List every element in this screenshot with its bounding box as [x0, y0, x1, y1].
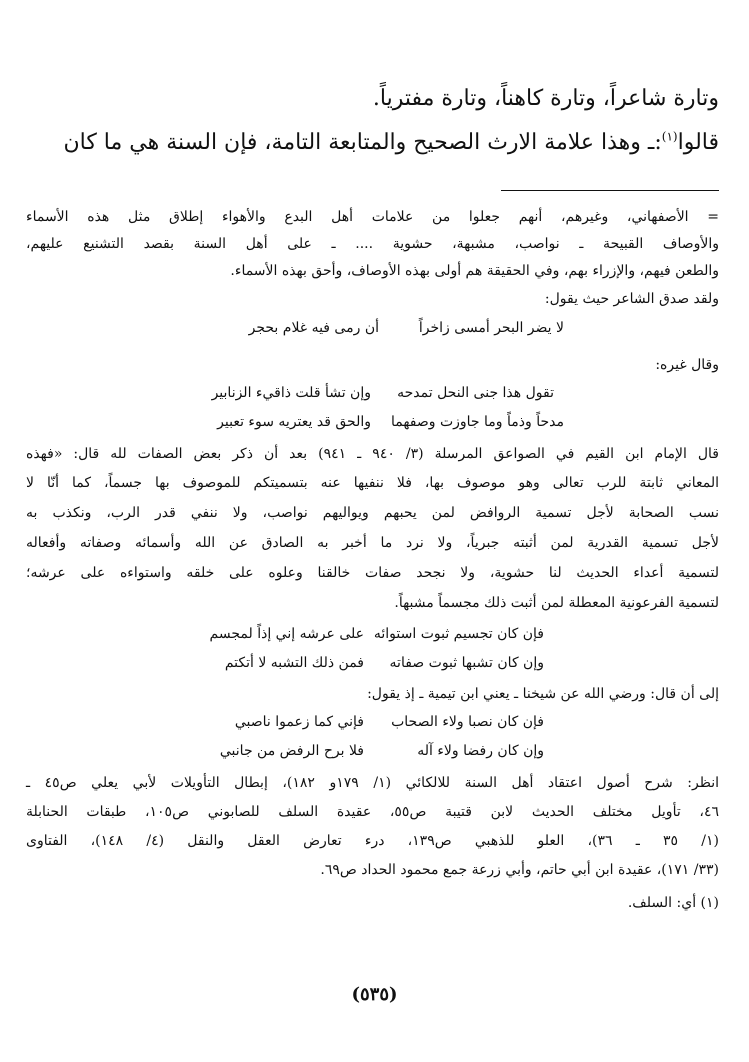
main-text-continuation: :ـ وهذا علامة الارث الصحيح والمتابعة التامة، فإن السنة هي ما كان — [63, 130, 662, 155]
verse-hemistich: تقول هذا جنى النحل تمدحه — [397, 385, 554, 401]
verse-hemistich: فإن كان نصبا ولاء الصحاب — [391, 714, 544, 730]
footnote-line: قال الإمام ابن القيم في الصواعق المرسلة (٣/ ٩٤٠ ـ ٩٤١) بعد أن ذكر بعض الصفات لله قال: «فهذه — [26, 446, 719, 462]
verse-hemistich: فمن ذلك التشبه لا أتكتم — [224, 655, 364, 671]
footnote-line: ٤٦، تأويل مختلف الحديث لابن قتيبة ص٥٥، عقيدة السلف للصابوني ص١٠٥، طبقات الحنابلة — [26, 804, 719, 820]
footnote-line: (١/ ٣٥ ـ ٣٦)، العلو للذهبي ص١٣٩، درء تعارض العقل والنقل (٤/ ١٤٨)، الفتاوى — [26, 833, 719, 849]
footnote-line: المعاني ثابتة للرب تعالى وهو موصوف بها، فلا ننفيها عنه بتسميتكم للموصوف بها جسماً، كما أنّا لا — [26, 475, 719, 491]
footnote-line: نسب الصحابة لأجل تسمية الروافض لمن يحبهم ويواليهم نواصب، ولا ننفي قدر الرب، ونكذب به — [26, 505, 719, 521]
footnote-line: لتسمية الفرعونية المعطلة لمن أثبت ذلك مجسماً مشبهاً. — [394, 595, 719, 611]
verse-hemistich: وإن كان رفضا ولاء آله — [417, 743, 544, 759]
footnote-line: (٣٣/ ١٧١)، عقيدة ابن أبي حاتم، وأبي زرعة جمع محمود الحداد ص٦٩. — [320, 862, 719, 878]
verse-hemistich: مدحاً وذماً وما جاوزت وصفهما — [390, 414, 564, 430]
verse-hemistich: والحق قد يعتريه سوء تعبير — [217, 414, 371, 430]
footnote-line: والأوصاف القبيحة ـ نواصب، مشبهة، حشوية .... ـ على أهل السنة بقصد التشنيع عليهم، — [26, 236, 719, 252]
page-number: (٥٣٥) — [351, 984, 398, 1005]
verse-hemistich: فلا برح الرفض من جانبي — [219, 743, 364, 759]
footnote-marker: (١) — [661, 129, 678, 144]
verse-hemistich: فإني كما زعموا ناصبي — [234, 714, 364, 730]
footnote-line: لأجل تسمية القدرية لمن أثبته جبرياً، ولا نرد ما أخبر به الصادق عن الله وأسمائه وصفاته وأفعاله — [26, 535, 719, 551]
main-text-line-2 — [30, 128, 719, 158]
footnote-note: (١) أي: السلف. — [627, 895, 719, 911]
footnote-line: انظر: شرح أصول اعتقاد أهل السنة للالكائي (١/ ١٧٩و ١٨٢)، إبطال التأويلات لأبي يعلي ص٤٥ ـ — [26, 775, 719, 791]
verse-hemistich: وإن تشأ قلت ذاقيء الزنابير — [211, 385, 371, 401]
main-text-word: قالوا — [677, 130, 719, 155]
footnote-line: لتسمية أعداء الحديث لنا حشوية، ولا نجحد صفات خالقنا وعلوه على خلقه واستواءه على عرشه؛ — [26, 565, 719, 581]
main-text-line-1: وتارة شاعراً، وتارة كاهناً، وتارة مفترياً. — [372, 86, 719, 111]
footnote-line: = الأصفهاني، وغيرهم، أنهم جعلوا من علامات أهل البدع والأهواء إطلاق مثل هذه الأسماء — [26, 209, 719, 225]
verse-hemistich: فإن كان تجسيم ثبوت استوائه — [373, 626, 544, 642]
verse-hemistich: أن رمى فيه غلام بحجر — [248, 320, 379, 336]
verse-hemistich: وإن كان تشبها ثبوت صفاته — [389, 655, 544, 671]
verse-hemistich: لا يضر البحر أمسى زاخراً — [418, 320, 564, 336]
verse-hemistich: على عرشه إني إذاً لمجسم — [209, 626, 364, 642]
footnote-line: ولقد صدق الشاعر حيث يقول: — [544, 291, 719, 307]
footnote-line: وقال غيره: — [655, 357, 719, 373]
footnote-line: إلى أن قال: ورضي الله عن شيخنا ـ يعني ابن تيمية ـ إذ يقول: — [367, 686, 719, 702]
footnote-separator — [501, 190, 719, 191]
footnote-line: والطعن فيهم، والإزراء بهم، وفي الحقيقة هم أولى بهذه الأوصاف، وأحق بهذه الأسماء. — [230, 263, 719, 279]
